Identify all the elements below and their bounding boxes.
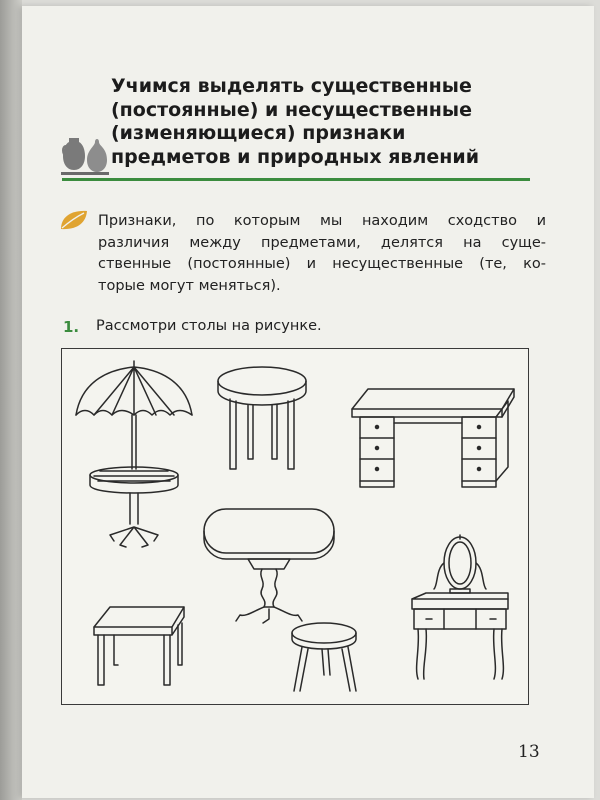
vase-icon <box>61 132 109 176</box>
heading-underline <box>62 178 530 181</box>
round-stool-table-icon <box>292 623 356 691</box>
rule-paragraph <box>98 211 546 297</box>
heading-line: предметов и природных явлений <box>111 145 480 168</box>
heading-line: Учимся выделять существенные <box>111 75 472 97</box>
tables-illustration <box>61 348 529 705</box>
task-instruction: Рассмотри столы на рисунке. <box>96 318 322 334</box>
rule-line: торые могут меняться). <box>98 277 281 294</box>
heading-line: (постоянные) и несущественные <box>111 98 472 121</box>
round-table-icon <box>218 367 306 469</box>
rule-line: Признаки, по которым мы находим сходство и <box>98 213 546 229</box>
desk-icon <box>352 389 514 487</box>
square-table-icon <box>94 607 184 685</box>
lesson-heading <box>111 75 531 169</box>
rule-line: ственные (постоянные) и несущественные (те, ко- <box>98 256 546 272</box>
page-binding-shadow <box>0 0 22 800</box>
heading-line: (изменяющиеся) признаки <box>111 122 406 144</box>
rule-line: различия между предметами, делятся на суще- <box>98 234 546 251</box>
oval-pedestal-table-icon <box>204 509 334 623</box>
task-number: 1. <box>63 318 80 336</box>
dressing-table-icon <box>412 535 508 679</box>
leaf-icon <box>59 209 89 231</box>
page-number: 13 <box>518 742 540 762</box>
umbrella-table-icon <box>76 361 192 547</box>
